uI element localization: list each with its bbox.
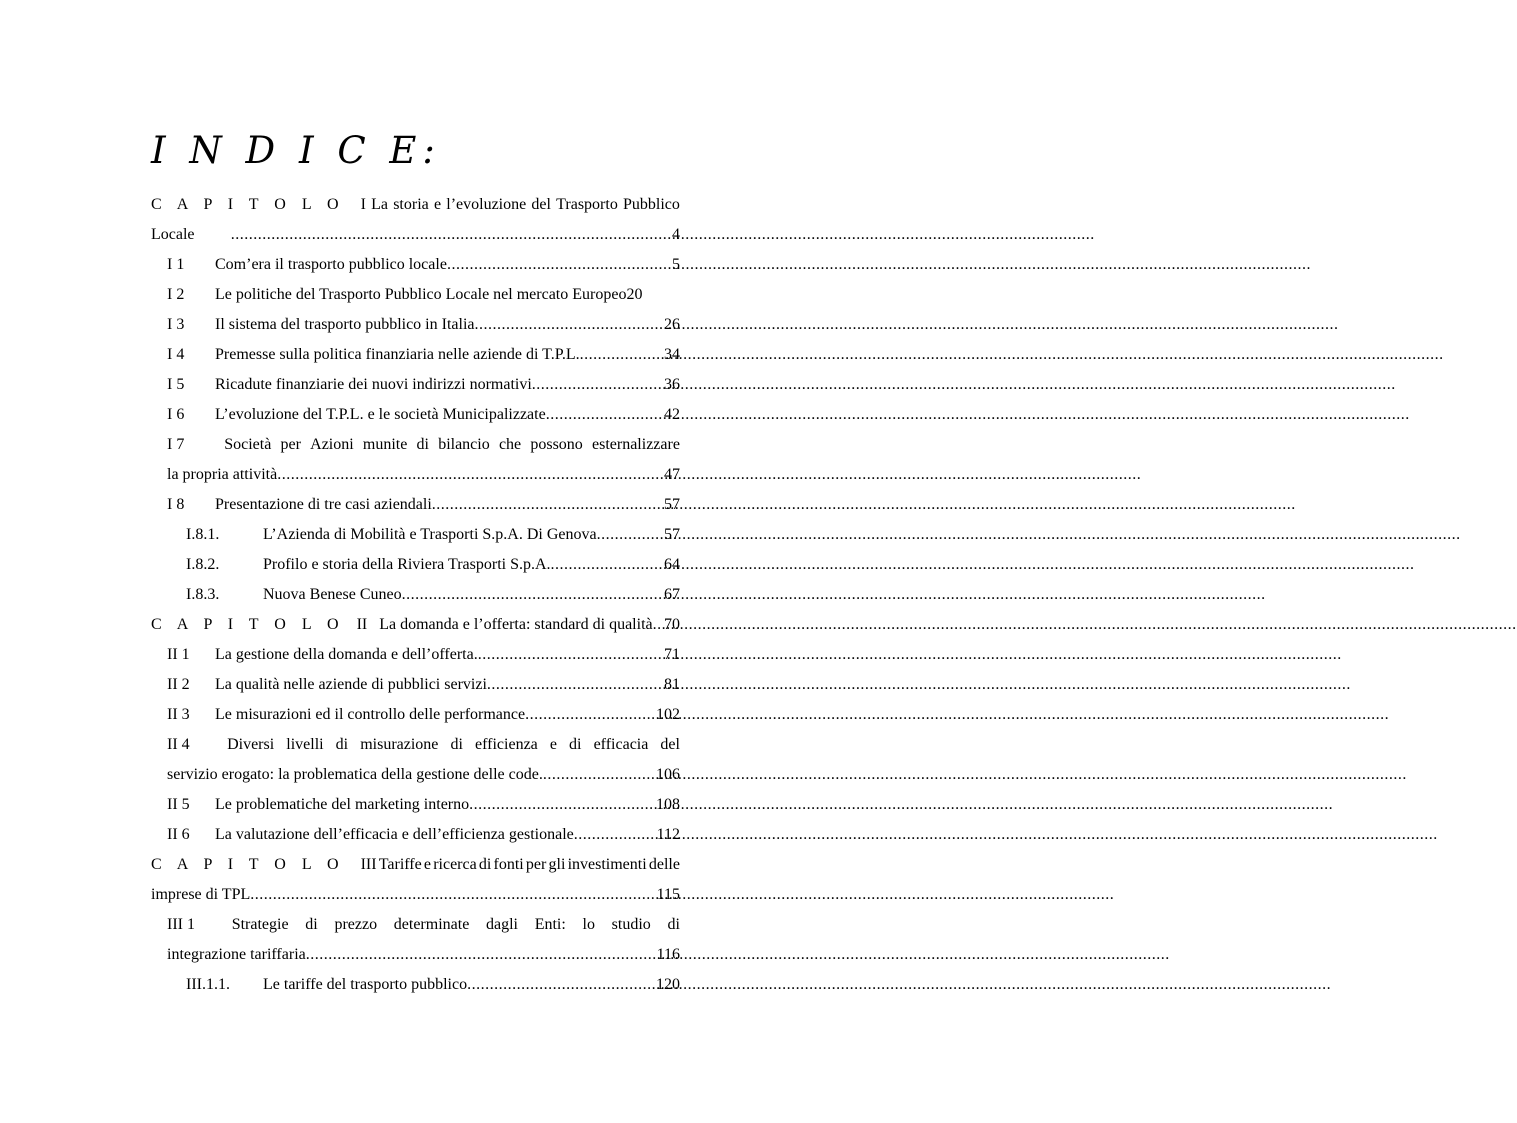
toc-entry-II-4-line2[interactable]: servizio erogato: la problematica della gestione delle code. ..... 106 xyxy=(151,760,680,790)
page-number: 4 xyxy=(672,226,680,243)
toc-entry-I-6[interactable]: I 6 L’evoluzione del T.P.L. e le società Municipalizzate ..... 42 xyxy=(151,400,680,430)
toc-entry-I-7-line1[interactable]: I 7 Società per Azioni munite di bilancio che possono esternalizzare xyxy=(167,436,680,453)
toc-entry-I-2[interactable]: I 2 Le politiche del Trasporto Pubblico Locale nel mercato Europeo 20 xyxy=(167,286,643,303)
chapter-2-heading[interactable]: C A P I T O L O II La domanda e l’offerta: standard di qualità ..... 70 xyxy=(151,610,680,640)
chapter-3-label: C A P I T O L O III xyxy=(151,856,377,873)
toc-entry-I-8-1[interactable]: I.8.1. L’Azienda di Mobilità e Trasporti S.p.A. Di Genova ..... 57 xyxy=(151,520,680,550)
toc-entry-III-1-line1[interactable]: III 1 Strategie di prezzo determinate dagli Enti: lo studio di xyxy=(167,916,680,933)
toc-entry-II-2[interactable]: II 2 La qualità nelle aziende di pubblici servizi ..... 81 xyxy=(151,670,680,700)
chapter-1-heading-line1: C A P I T O L O I La storia e l’evoluzione del Trasporto Pubblico xyxy=(151,190,680,220)
table-of-contents xyxy=(151,190,680,1000)
chapter-1-label: C A P I T O L O I xyxy=(151,196,366,213)
toc-entry-II-6[interactable]: II 6 La valutazione dell’efficacia e dell’efficienza gestionale ..... 112 xyxy=(151,820,680,850)
toc-entry-I-8-3[interactable]: I.8.3. Nuova Benese Cuneo ..... 67 xyxy=(151,580,680,610)
toc-entry-I-5[interactable]: I 5 Ricadute finanziarie dei nuovi indirizzi normativi ..... 36 xyxy=(151,370,680,400)
chapter-3-heading-line2[interactable]: imprese di TPL ..... 115 xyxy=(151,880,680,910)
chapter-1-heading-line2[interactable]: Locale ..... 4 xyxy=(151,220,680,250)
toc-entry-I-8[interactable]: I 8 Presentazione di tre casi aziendali ..... 57 xyxy=(151,490,680,520)
toc-entry-III-1-line2[interactable]: integrazione tariffaria ..... 116 xyxy=(151,940,680,970)
toc-entry-I-8-2[interactable]: I.8.2. Profilo e storia della Riviera Trasporti S.p.A. ..... 64 xyxy=(151,550,680,580)
toc-entry-I-7-line2[interactable]: la propria attività ..... 47 xyxy=(151,460,680,490)
toc-entry-I-4[interactable]: I 4 Premesse sulla politica finanziaria nelle aziende di T.P.L. ..... 34 xyxy=(151,340,680,370)
toc-entry-I-3[interactable]: I 3 Il sistema del trasporto pubblico in Italia ..... 26 xyxy=(151,310,680,340)
index-title: I N D I C E: xyxy=(151,129,441,172)
toc-entry-II-4-line1[interactable]: II 4 Diversi livelli di misurazione di efficienza e di efficacia del xyxy=(167,736,680,753)
toc-entry-I-1[interactable]: I 1 Com’era il trasporto pubblico locale ..... 5 xyxy=(151,250,680,280)
toc-entry-II-1[interactable]: II 1 La gestione della domanda e dell’offerta. ..... 71 xyxy=(151,640,680,670)
toc-entry-III-1-1[interactable]: III.1.1. Le tariffe del trasporto pubblico ..... 120 xyxy=(151,970,680,1000)
toc-entry-II-5[interactable]: II 5 Le problematiche del marketing interno ..... 108 xyxy=(151,790,680,820)
toc-entry-II-3[interactable]: II 3 Le misurazioni ed il controllo delle performance ..... 102 xyxy=(151,700,680,730)
chapter-3-heading-line1: C A P I T O L O III Tariffe e ricerca di fonti per gli investimenti delle xyxy=(151,850,680,880)
